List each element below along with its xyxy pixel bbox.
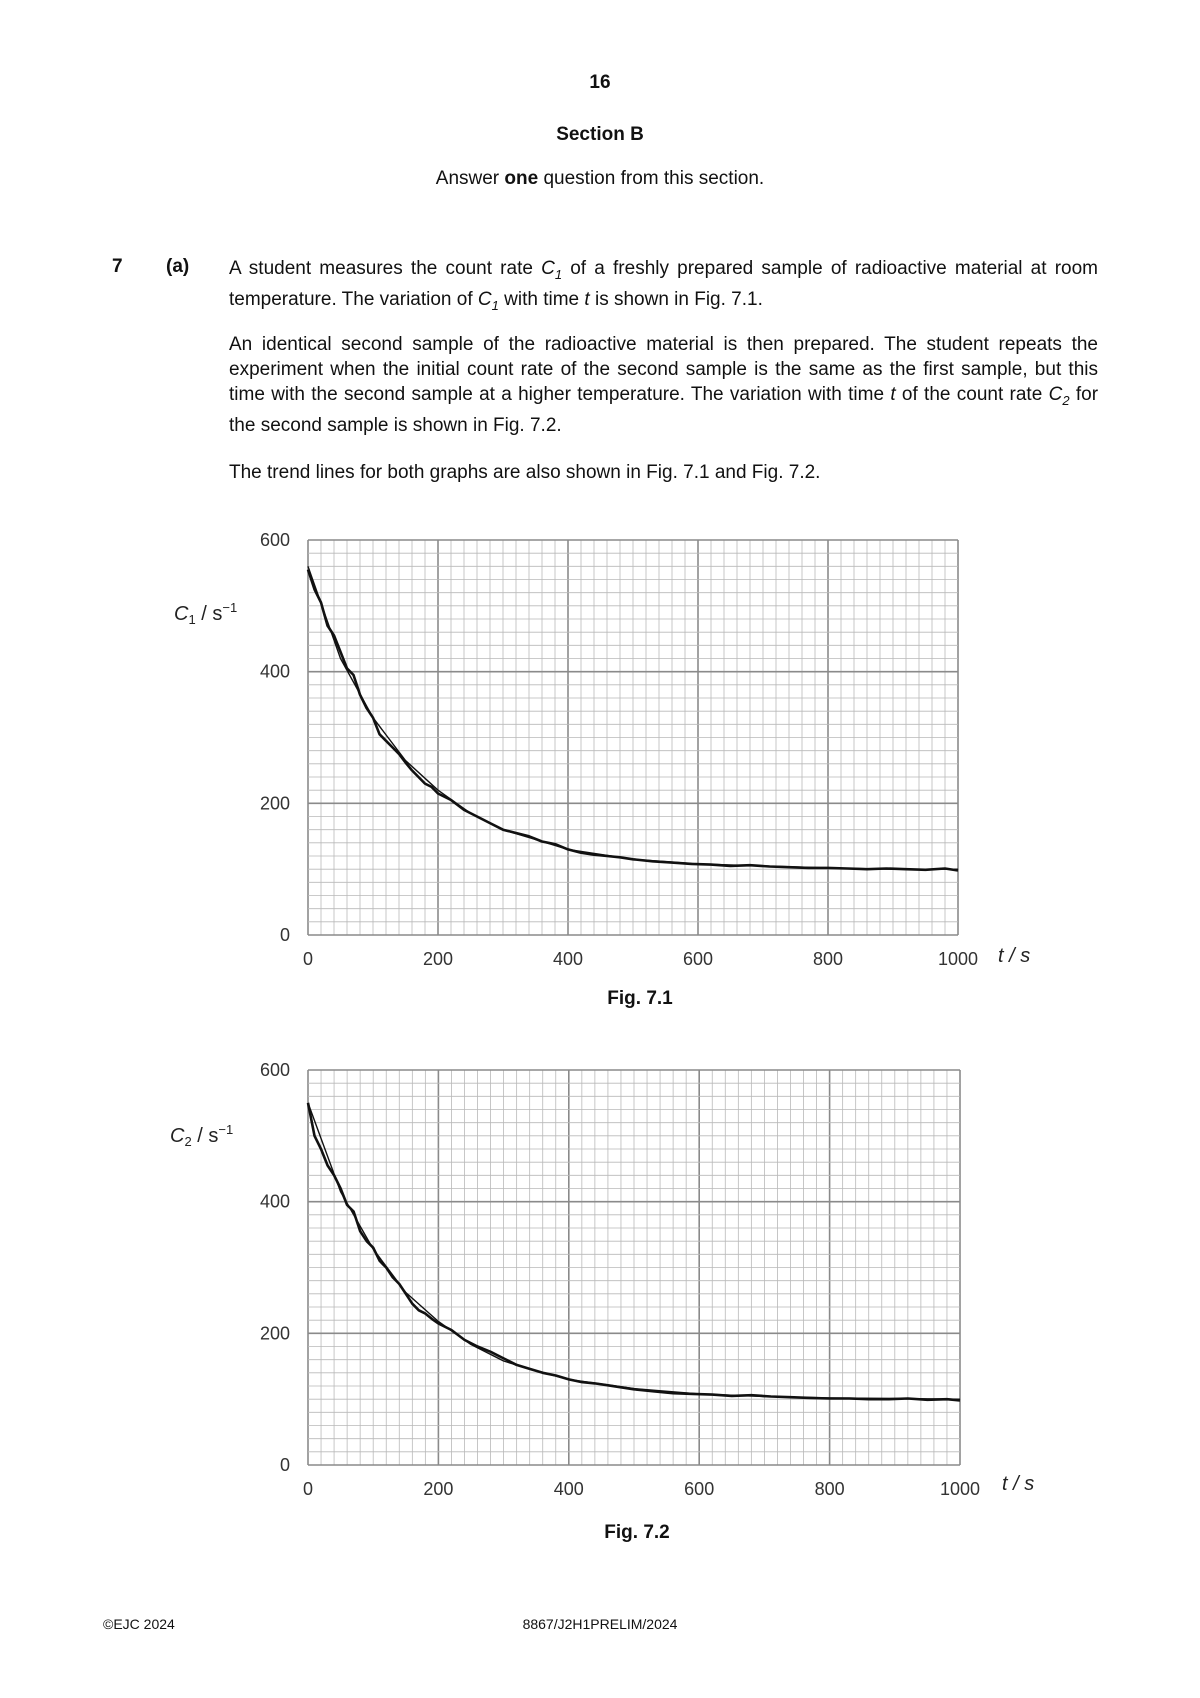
p1-text: of a freshly prepared sample of radioactive material at room temperature. The variation of — [229, 258, 1098, 310]
y-tick-label: 600 — [259, 1060, 290, 1080]
p1-text: with time — [498, 288, 585, 310]
x-tick-label: 800 — [812, 949, 844, 969]
x-tick-label: 0 — [302, 1479, 314, 1499]
p1-var: C — [541, 258, 555, 279]
x-tick-label: 400 — [552, 949, 584, 969]
question-paragraph-2 — [229, 332, 1098, 438]
section-title: Section B — [556, 124, 644, 145]
x-tick-label: 600 — [682, 949, 714, 969]
y-tick-label: 200 — [259, 793, 290, 814]
fig-7-1-x-axis-label: t / s — [998, 945, 1031, 967]
question-paragraph-3: The trend lines for both graphs are also shown in Fig. 7.1 and Fig. 7.2. — [229, 462, 821, 483]
x-tick-label: 1000 — [937, 949, 979, 969]
fig-7-1-caption: Fig. 7.1 — [607, 988, 673, 1009]
question-paragraph-1 — [229, 256, 1098, 318]
y-tick-label: 400 — [259, 661, 290, 682]
fig-7-1-y-axis-label: $C_1 / s^{-1}$ — [174, 600, 238, 627]
x-tick-label: 1000 — [939, 1479, 981, 1499]
p1-var: t — [584, 288, 590, 310]
y-tick-label: 200 — [259, 1323, 290, 1344]
chart-7-2-plot — [260, 1060, 980, 1499]
x-tick-label: 0 — [302, 949, 314, 969]
x-tick-label: 400 — [553, 1479, 584, 1499]
y-tick-label: 0 — [279, 925, 290, 945]
section-instruction — [0, 168, 1200, 190]
instruction-text-post: question from this section. — [538, 168, 765, 189]
x-tick-label: 600 — [684, 1479, 715, 1499]
p1-sub: 1 — [554, 266, 563, 282]
x-tick-label: 800 — [814, 1479, 845, 1499]
fig-7-2-caption: Fig. 7.2 — [604, 1522, 670, 1543]
p2-text: An identical second sample of the radioactive material is then prepared. The student repeats the experiment when the initial count rate of the second sample is the same as the first sample, but this time with the second sample at a higher temperature. The variation with time — [229, 334, 1098, 405]
p1-text: A student measures the count rate — [229, 258, 542, 279]
fig-7-2-x-axis-label: t / s — [1002, 1473, 1035, 1495]
question-number: 7 — [112, 256, 123, 277]
question-part: (a) — [166, 256, 190, 277]
p2-text: of the count rate — [895, 384, 1049, 405]
p2-var: t — [890, 384, 896, 405]
p1-sub: 1 — [491, 297, 499, 313]
instruction-text-pre: Answer — [435, 168, 505, 189]
p2-text: for the second sample is shown in Fig. 7.2. — [229, 384, 1099, 436]
x-tick-label: 200 — [422, 949, 454, 969]
x-tick-label: 200 — [423, 1479, 454, 1499]
fig-7-2-y-axis-label: $C_2 / s^{-1}$ — [170, 1122, 234, 1149]
fig-7-2-chart — [150, 1050, 1070, 1500]
y-tick-label: 600 — [259, 530, 290, 550]
p1-text: is shown in Fig. 7.1. — [589, 288, 763, 310]
footer-copyright: ©EJC 2024 — [103, 1616, 175, 1632]
page-number: 16 — [589, 72, 611, 93]
footer-paper-code: 8867/J2H1PRELIM/2024 — [522, 1616, 678, 1632]
instruction-text-bold: one — [504, 168, 539, 189]
chart-7-1-plot — [260, 530, 978, 969]
p2-sub: 2 — [1062, 392, 1070, 408]
p1-var: C — [477, 288, 492, 310]
p2-var: C — [1048, 384, 1063, 405]
y-tick-label: 0 — [279, 1455, 290, 1475]
y-tick-label: 400 — [259, 1191, 290, 1212]
fig-7-1-chart — [150, 520, 1070, 970]
